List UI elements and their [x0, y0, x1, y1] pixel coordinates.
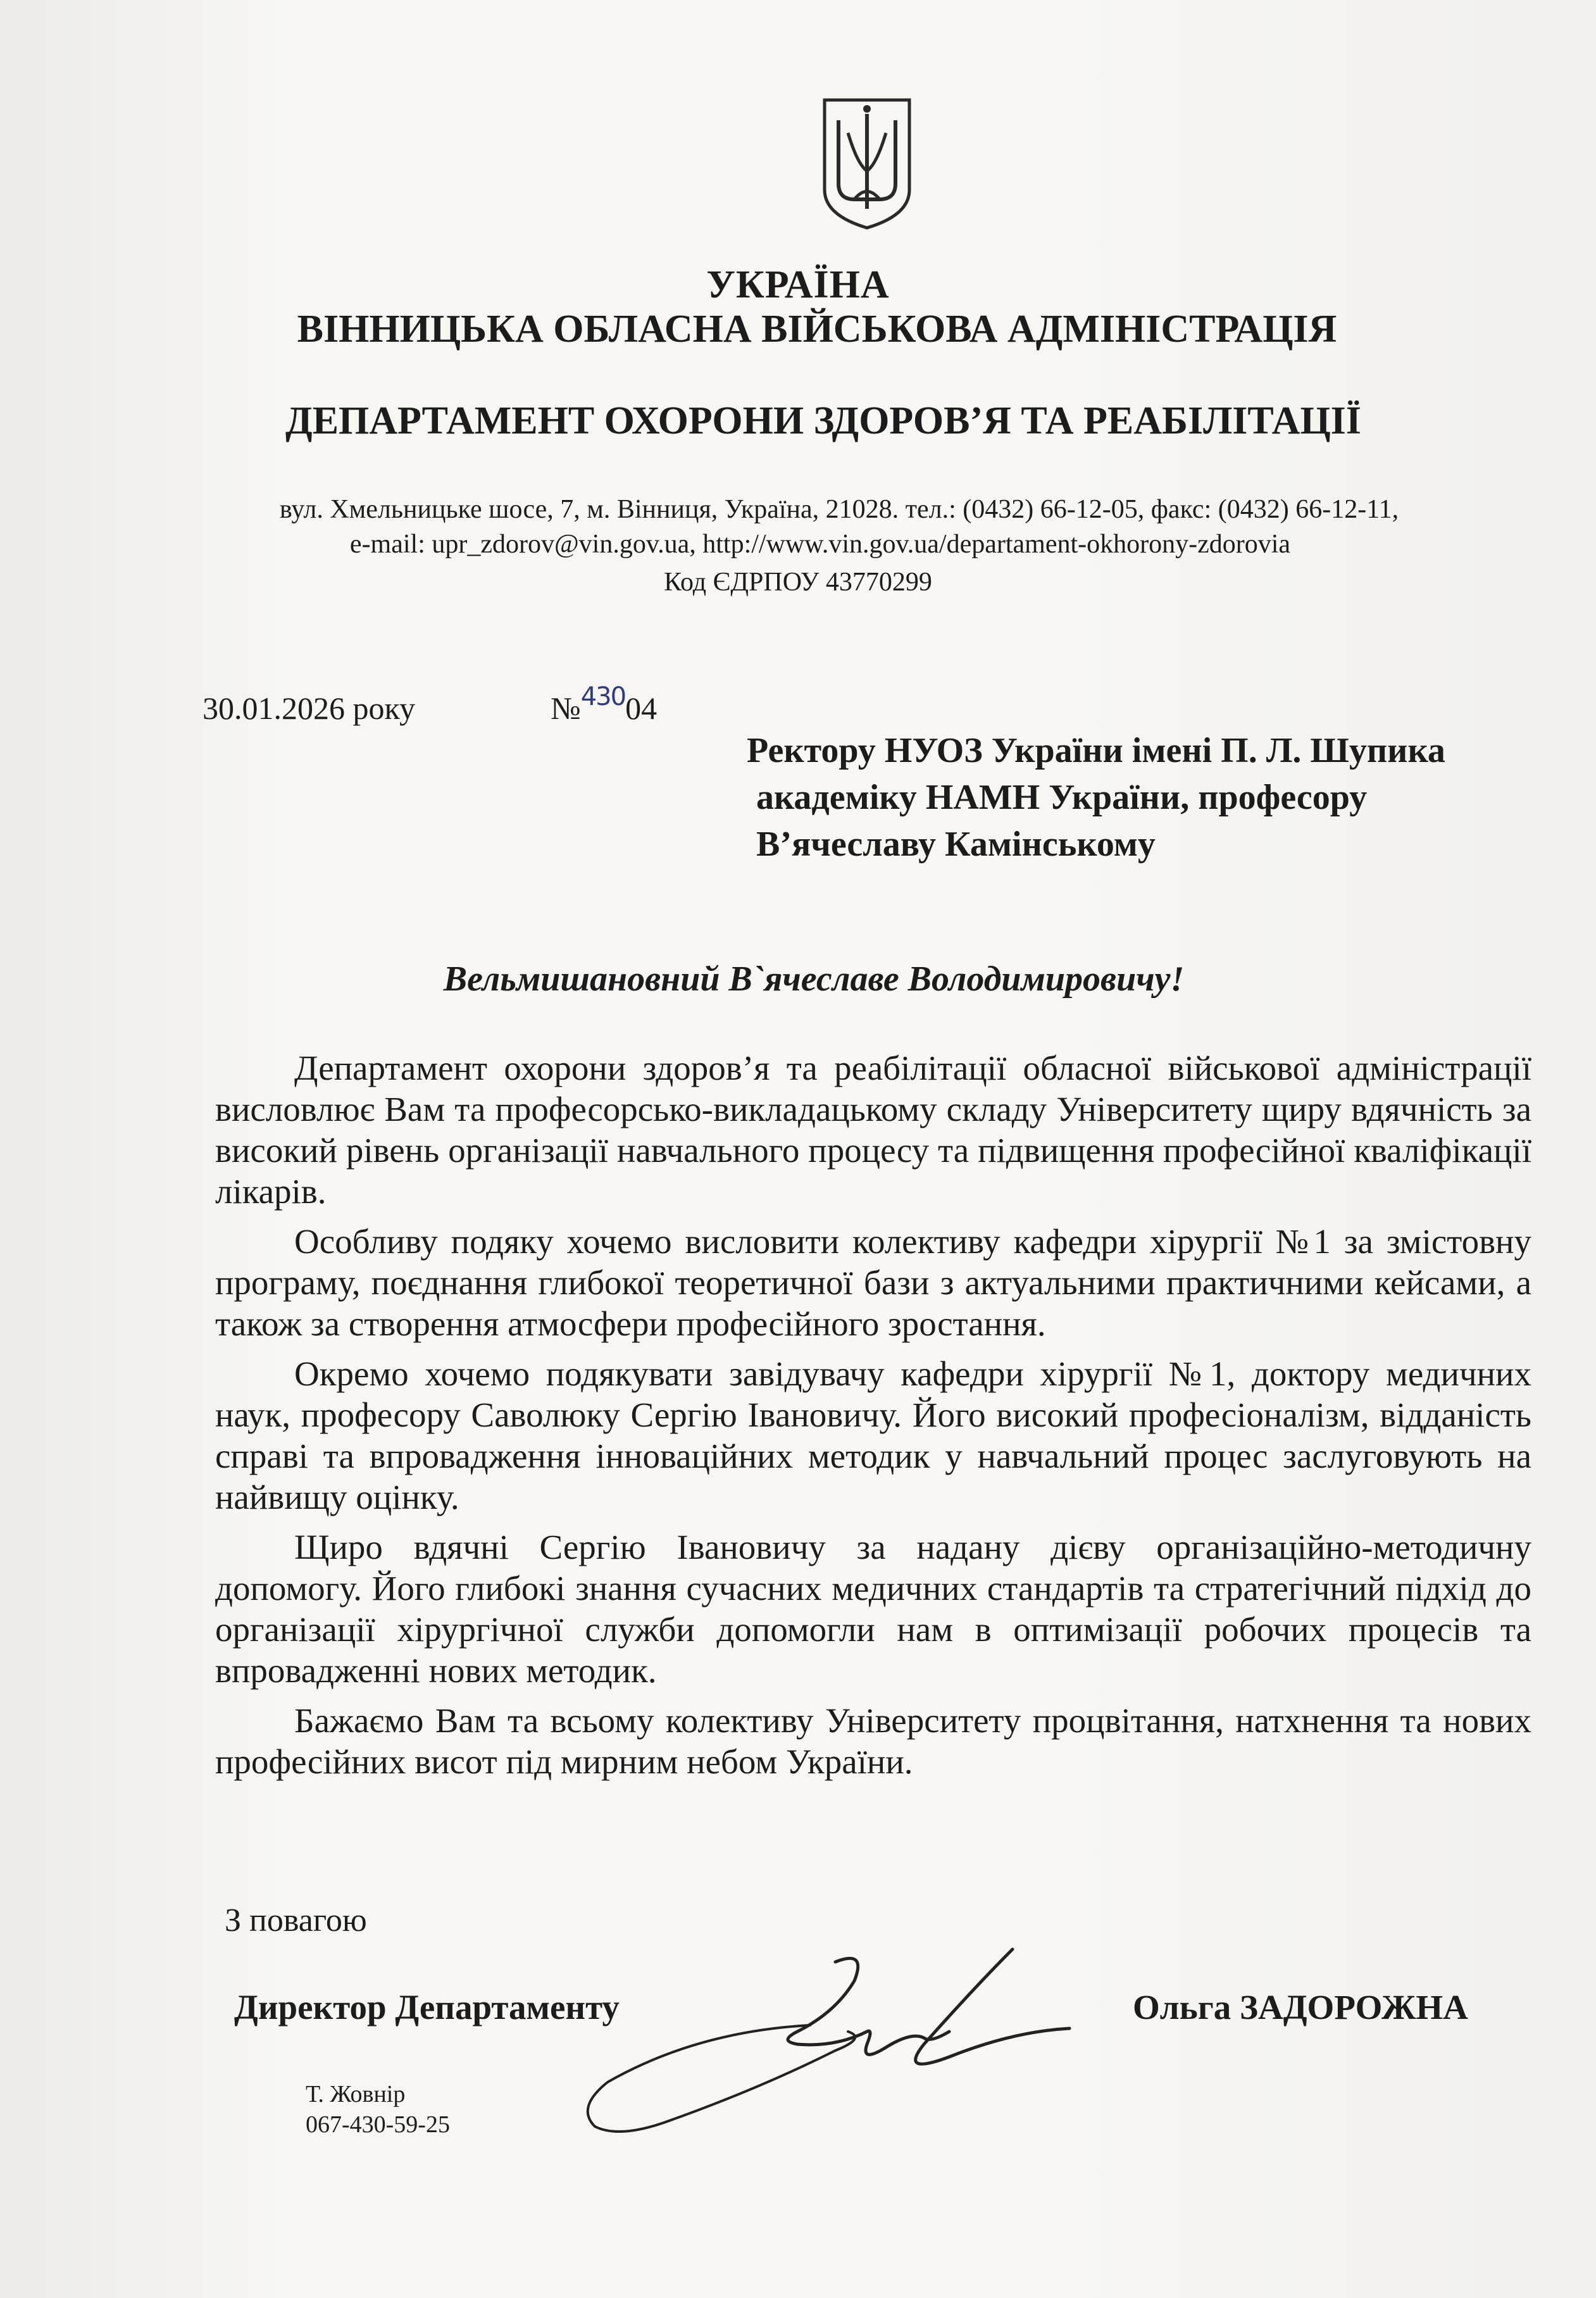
signer-title: Директор Департаменту — [234, 1988, 620, 2026]
executor-block — [306, 2079, 450, 2140]
executor-phone: 067-430-59-25 — [306, 2111, 450, 2138]
signer-name: Ольга ЗАДОРОЖНА — [1133, 1988, 1468, 2026]
contact-address: вул. Хмельницьке шосе, 7, м. Вінниця, Україна, 21028. тел.: (0432) 66-12-05, факс: (0432) 66-12-11, — [279, 495, 1399, 524]
country-heading: УКРАЇНА — [706, 263, 890, 306]
body-paragraph-4: Щиро вдячні Сергію Івановичу за надану дієву організаційно-методичну допомогу. Його глибокі знання сучасних медичних стандартів та стратегічний підхід до організації хірургічної служби допомогли нам в оптимізації робочих процесів та впровадженні нових методик. — [215, 1528, 1531, 1690]
department-heading: ДЕПАРТАМЕНТ ОХОРОНИ ЗДОРОВ’Я ТА РЕАБІЛІТАЦІЇ — [285, 399, 1361, 442]
executor-name: Т. Жовнір — [306, 2081, 406, 2108]
recipient-line-2: академіку НАМН України, професору — [756, 777, 1368, 817]
salutation: Вельмишановний В`ячеславе Володимировичу! — [443, 959, 1185, 999]
number-handwritten: 430 — [580, 682, 626, 711]
registration-number — [551, 682, 658, 727]
trident-emblem-icon — [820, 95, 914, 231]
recipient-line-3: В’ячеславу Камінському — [756, 824, 1156, 864]
administration-heading: ВІННИЦЬКА ОБЛАСНА ВІЙСЬКОВА АДМІНІСТРАЦІЯ — [297, 308, 1337, 351]
letter-date: 30.01.2026 року — [203, 690, 416, 726]
body-paragraph-5: Бажаємо Вам та всьому колективу Університету процвітання, натхнення та нових професійних висот під мирним небом України. — [215, 1701, 1531, 1781]
regards-text: З повагою — [225, 1902, 367, 1939]
contact-edrpou: Код ЄДРПОУ 43770299 — [664, 568, 932, 597]
body-paragraph-1: Департамент охорони здоров’я та реабілітації обласної військової адміністрації висловлює Вам та професорсько-викладацькому складу Університету щиру вдячність за високий рівень організації навчального процесу та підвищення професійної кваліфікації лікарів. — [215, 1049, 1531, 1211]
body-paragraph-3: Окремо хочемо подякувати завідувачу кафедри хірургії №1, доктору медичних наук, професору Саволюку Сергію Івановичу. Його високий професіоналізм, відданість справі та впровадження інноваційних методик у навчальний процес заслуговують на найвищу оцінку. — [215, 1354, 1531, 1516]
handwritten-signature — [570, 1937, 1076, 2145]
number-prefix: № — [551, 690, 581, 726]
number-suffix: 04 — [625, 690, 658, 726]
body-paragraph-2: Особливу подяку хочемо висловити колективу кафедри хірургії №1 за змістовну програму, поєднання глибокої теоретичної бази з актуальними практичними кейсами, а також за створення атмосфери професійного зростання. — [215, 1222, 1531, 1343]
letter-body — [215, 1047, 1531, 1791]
contact-email-web: e-mail: upr_zdorov@vin.gov.ua, http://www.vin.gov.ua/departament-okhorony-zdorovia — [349, 530, 1291, 559]
recipient-block — [747, 728, 1445, 868]
recipient-line-1: Ректору НУОЗ України імені П. Л. Шупика — [747, 731, 1445, 770]
